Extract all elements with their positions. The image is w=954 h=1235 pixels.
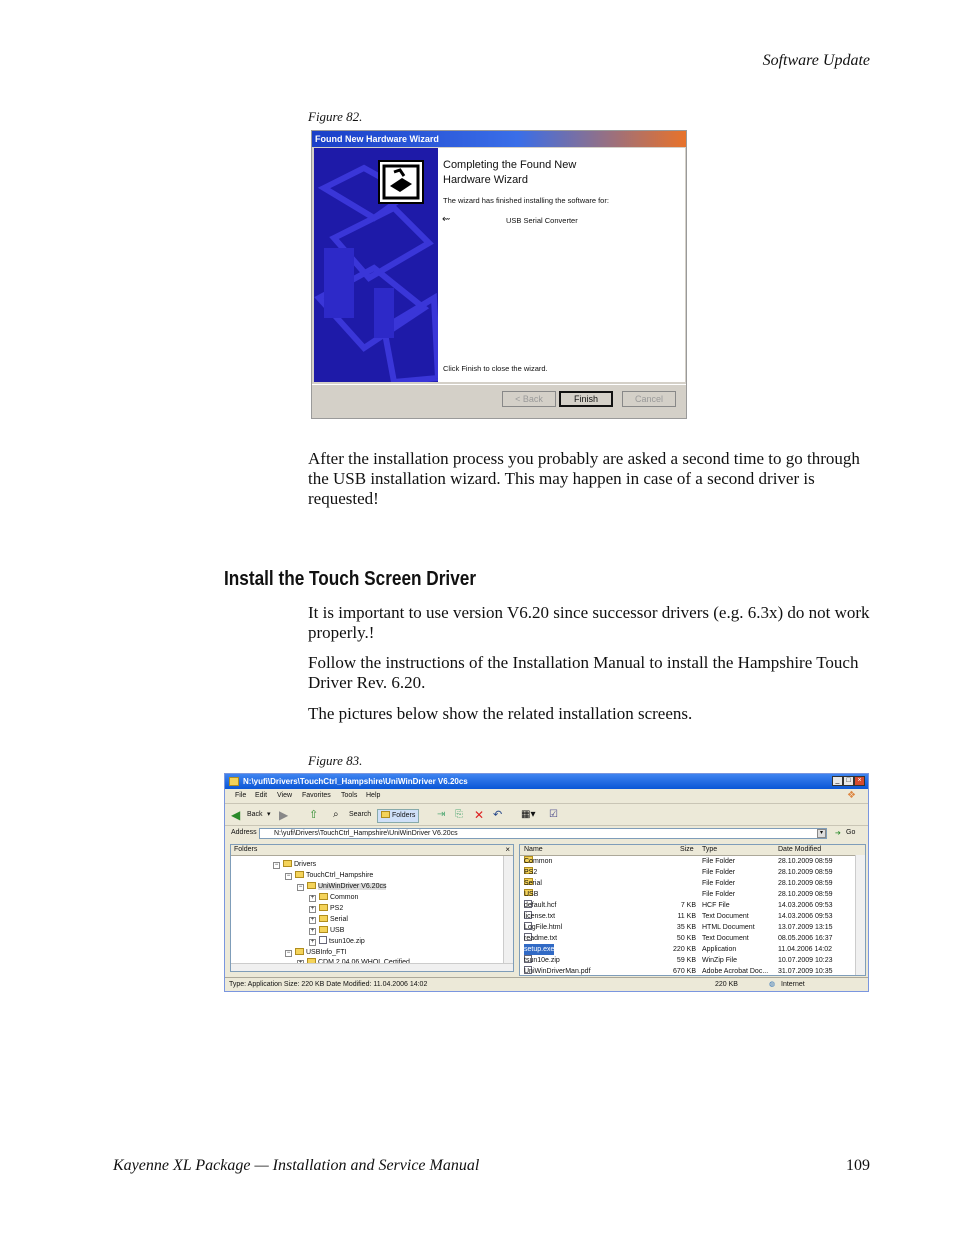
file-type: Text Document — [702, 935, 749, 942]
hardware-icon — [378, 160, 424, 204]
folders-toolbar-label: Folders — [392, 812, 416, 819]
file-date: 28.10.2009 08:59 — [778, 880, 833, 887]
status-text: Type: Application Size: 220 KB Date Modified: 11.04.2006 14:02 — [229, 981, 428, 988]
internet-zone-icon: ◍ — [769, 981, 776, 988]
maximize-button[interactable]: □ — [843, 776, 854, 786]
file-list-header — [520, 845, 865, 856]
hardware-wizard-screenshot — [311, 130, 687, 419]
file-name-text: default.hcf — [524, 902, 557, 909]
address-input[interactable]: N:\yufi\Drivers\TouchCtrl_Hampshire\UniWinDriver V6.20cs — [259, 828, 827, 839]
tree-item[interactable]: + Common — [310, 894, 359, 901]
folder-icon — [319, 904, 328, 911]
wizard-heading-line1: Completing the Found New — [443, 159, 577, 171]
menu-tools[interactable]: Tools — [341, 792, 358, 799]
wizard-heading — [443, 158, 576, 188]
back-arrow-icon[interactable]: ◀ — [231, 808, 241, 822]
file-size: 50 KB — [676, 935, 696, 942]
file-name-text: USB — [524, 891, 539, 898]
file-row[interactable] — [520, 944, 855, 955]
footer-manual-title: Kayenne XL Package — Installation and Service Manual — [113, 1157, 480, 1174]
figure-83-label: Figure 83. — [308, 753, 363, 768]
file-type: File Folder — [702, 858, 736, 865]
search-icon[interactable]: ⌕ — [333, 809, 339, 820]
folders-toolbar-button[interactable] — [377, 809, 419, 823]
up-folder-icon[interactable]: ⇧ — [309, 809, 319, 821]
file-type: HTML Document — [702, 924, 755, 931]
tree-item[interactable]: + USB — [310, 927, 345, 934]
copy-to-icon[interactable]: ⎘ — [455, 809, 463, 820]
file-row[interactable] — [520, 878, 855, 889]
minimize-button[interactable]: _ — [832, 776, 843, 786]
move-to-icon[interactable]: ⇥ — [437, 809, 446, 820]
wizard-finish-text: Click Finish to close the wizard. — [443, 364, 548, 373]
folder-icon — [307, 882, 316, 889]
search-toolbar-button[interactable]: Search — [349, 811, 372, 818]
file-date: 28.10.2009 08:59 — [778, 858, 833, 865]
file-size: 11 KB — [677, 913, 696, 920]
file-size: 670 KB — [673, 968, 696, 975]
explorer-title-bar: N:\yufi\Drivers\TouchCtrl_Hampshire\UniWinDriver V6.20cs — [225, 774, 868, 789]
explorer-window-screenshot — [224, 773, 869, 992]
file-name-text: tsun10e.zip — [524, 957, 560, 964]
tree-vertical-scrollbar[interactable] — [503, 856, 514, 963]
wizard-title-bar: Found New Hardware Wizard — [312, 131, 686, 147]
file-size: 59 KB — [676, 957, 696, 964]
file-row[interactable] — [520, 856, 855, 867]
back-dropdown-icon[interactable]: ▾ — [267, 811, 271, 818]
tree-item[interactable]: + PS2 — [310, 905, 344, 912]
file-row[interactable] — [520, 933, 855, 944]
file-row[interactable] — [520, 889, 855, 900]
paragraph-instructions: Follow the instructions of the Installation Manual to install the Hampshire Touch Driver Rev. 6.20. — [308, 653, 859, 692]
file-date: 31.07.2009 10:35 — [778, 968, 833, 975]
wizard-device-name: USB Serial Converter — [506, 216, 578, 225]
close-button[interactable]: × — [854, 776, 865, 786]
column-name[interactable]: Name — [524, 846, 543, 853]
file-row[interactable] — [520, 966, 855, 976]
undo-icon[interactable]: ↶ — [493, 809, 503, 821]
paragraph-pictures: The pictures below show the related installation screens. — [308, 704, 693, 723]
file-type: Application — [702, 946, 737, 953]
file-type: HCF File — [702, 902, 730, 909]
file-date: 13.07.2009 13:15 — [778, 924, 833, 931]
menu-file[interactable]: File — [235, 792, 247, 799]
folders-pane-close-icon[interactable]: × — [505, 845, 510, 854]
folder-icon — [283, 860, 292, 867]
page-number: 109 — [846, 1157, 870, 1174]
section-heading: Install the Touch Screen Driver — [224, 568, 477, 590]
file-date: 08.05.2006 16:37 — [778, 935, 833, 942]
column-date-modified[interactable]: Date Modified — [778, 846, 822, 853]
file-date: 28.10.2009 08:59 — [778, 891, 833, 898]
file-list-pane — [519, 844, 866, 976]
tree-item[interactable]: − Drivers — [274, 861, 317, 868]
file-size: 7 KB — [680, 902, 696, 909]
menu-bar — [225, 790, 868, 804]
file-row[interactable] — [520, 900, 855, 911]
file-name-text: UniWinDriverMan.pdf — [524, 968, 591, 975]
file-name-text: setup.exe — [524, 946, 555, 953]
paragraph-version-note: It is important to use version V6.20 since successor drivers (e.g. 6.3x) do not work properly.! — [308, 603, 870, 642]
status-zone: Internet — [781, 981, 805, 988]
cancel-button[interactable]: Cancel — [622, 391, 676, 407]
file-type: Text Document — [702, 913, 749, 920]
tree-item[interactable]: + tsun10e.zip — [310, 938, 365, 945]
file-date: 10.07.2009 10:23 — [778, 957, 833, 964]
file-type: File Folder — [702, 891, 736, 898]
menu-help[interactable]: Help — [366, 792, 381, 799]
file-row[interactable] — [520, 911, 855, 922]
menu-edit[interactable]: Edit — [255, 792, 268, 799]
wizard-heading-line2: Hardware Wizard — [443, 174, 528, 186]
address-dropdown-icon[interactable]: ▾ — [817, 829, 826, 838]
file-list-scrollbar[interactable] — [855, 855, 866, 975]
status-bar — [225, 977, 868, 992]
file-date: 14.03.2006 09:53 — [778, 902, 833, 909]
wizard-side-graphic — [314, 148, 438, 382]
wizard-content-panel — [438, 148, 685, 382]
running-header: Software Update — [762, 52, 870, 69]
folders-pane-header: Folders — [231, 845, 513, 856]
tree-item[interactable]: − UniWinDriver V6.20cs — [298, 883, 387, 890]
file-row[interactable] — [520, 955, 855, 966]
windows-logo-icon: ❖ — [847, 790, 856, 801]
file-date: 28.10.2009 08:59 — [778, 869, 833, 876]
toolbar — [225, 805, 868, 826]
tree-item[interactable]: − USBInfo_FTI — [286, 949, 347, 956]
file-name-text: readme.txt — [524, 935, 558, 942]
file-name-text: LogFile.html — [524, 924, 563, 931]
file-type: File Folder — [702, 880, 736, 887]
file-type: WinZip File — [702, 957, 738, 964]
file-date: 11.04.2006 14:02 — [778, 946, 832, 953]
views-icon[interactable]: ▦▾ — [521, 809, 536, 820]
file-name-text: PS2 — [524, 869, 538, 876]
tree-item[interactable]: + Serial — [310, 916, 348, 923]
folder-icon — [319, 926, 328, 933]
file-name-text: Serial — [524, 880, 542, 887]
go-button[interactable]: Go — [846, 829, 856, 836]
menu-view[interactable]: View — [277, 792, 293, 799]
delete-icon[interactable]: ✕ — [474, 808, 485, 822]
file-size: 35 KB — [676, 924, 696, 931]
file-name-text: Common — [524, 858, 553, 865]
folder-icon — [319, 915, 328, 922]
back-toolbar-button[interactable]: Back — [247, 811, 263, 818]
figure-82-label: Figure 82. — [308, 109, 363, 124]
file-type: File Folder — [702, 869, 736, 876]
file-type: Adobe Acrobat Doc... — [702, 968, 769, 975]
finish-button[interactable]: Finish — [559, 391, 613, 407]
properties-icon[interactable]: ☑ — [549, 809, 558, 820]
file-date: 14.03.2006 09:53 — [778, 913, 833, 920]
usb-icon: ⇜ — [442, 214, 451, 225]
file-row[interactable] — [520, 922, 855, 933]
file-name-text: license.txt — [524, 913, 556, 920]
zip-file-icon — [319, 936, 327, 944]
address-bar — [225, 826, 868, 842]
file-size: 220 KB — [673, 946, 696, 953]
status-size: 220 KB — [715, 981, 738, 988]
folder-icon — [295, 948, 304, 955]
menu-favorites[interactable]: Favorites — [302, 792, 331, 799]
column-size[interactable]: Size — [680, 846, 694, 853]
folder-icon — [295, 871, 304, 878]
column-type[interactable]: Type — [702, 846, 718, 853]
folders-tree-pane — [230, 844, 514, 972]
go-arrow-icon[interactable]: ➔ — [835, 830, 841, 837]
folder-icon — [319, 893, 328, 900]
forward-arrow-icon[interactable]: ▶ — [279, 808, 289, 822]
wizard-message: The wizard has finished installing the software for: — [443, 196, 609, 205]
address-label: Address — [231, 829, 257, 836]
file-row[interactable] — [520, 867, 855, 878]
tree-item[interactable]: − TouchCtrl_Hampshire — [286, 872, 374, 879]
paragraph-usb-wizard: After the installation process you probably are asked a second time to go through the USB installation wizard. This may happen in case of a second driver is requested! — [308, 449, 860, 508]
back-button[interactable]: < Back — [502, 391, 556, 407]
folder-window-icon — [229, 777, 239, 786]
folders-icon — [381, 811, 390, 818]
tree-horizontal-scrollbar[interactable] — [231, 963, 513, 972]
